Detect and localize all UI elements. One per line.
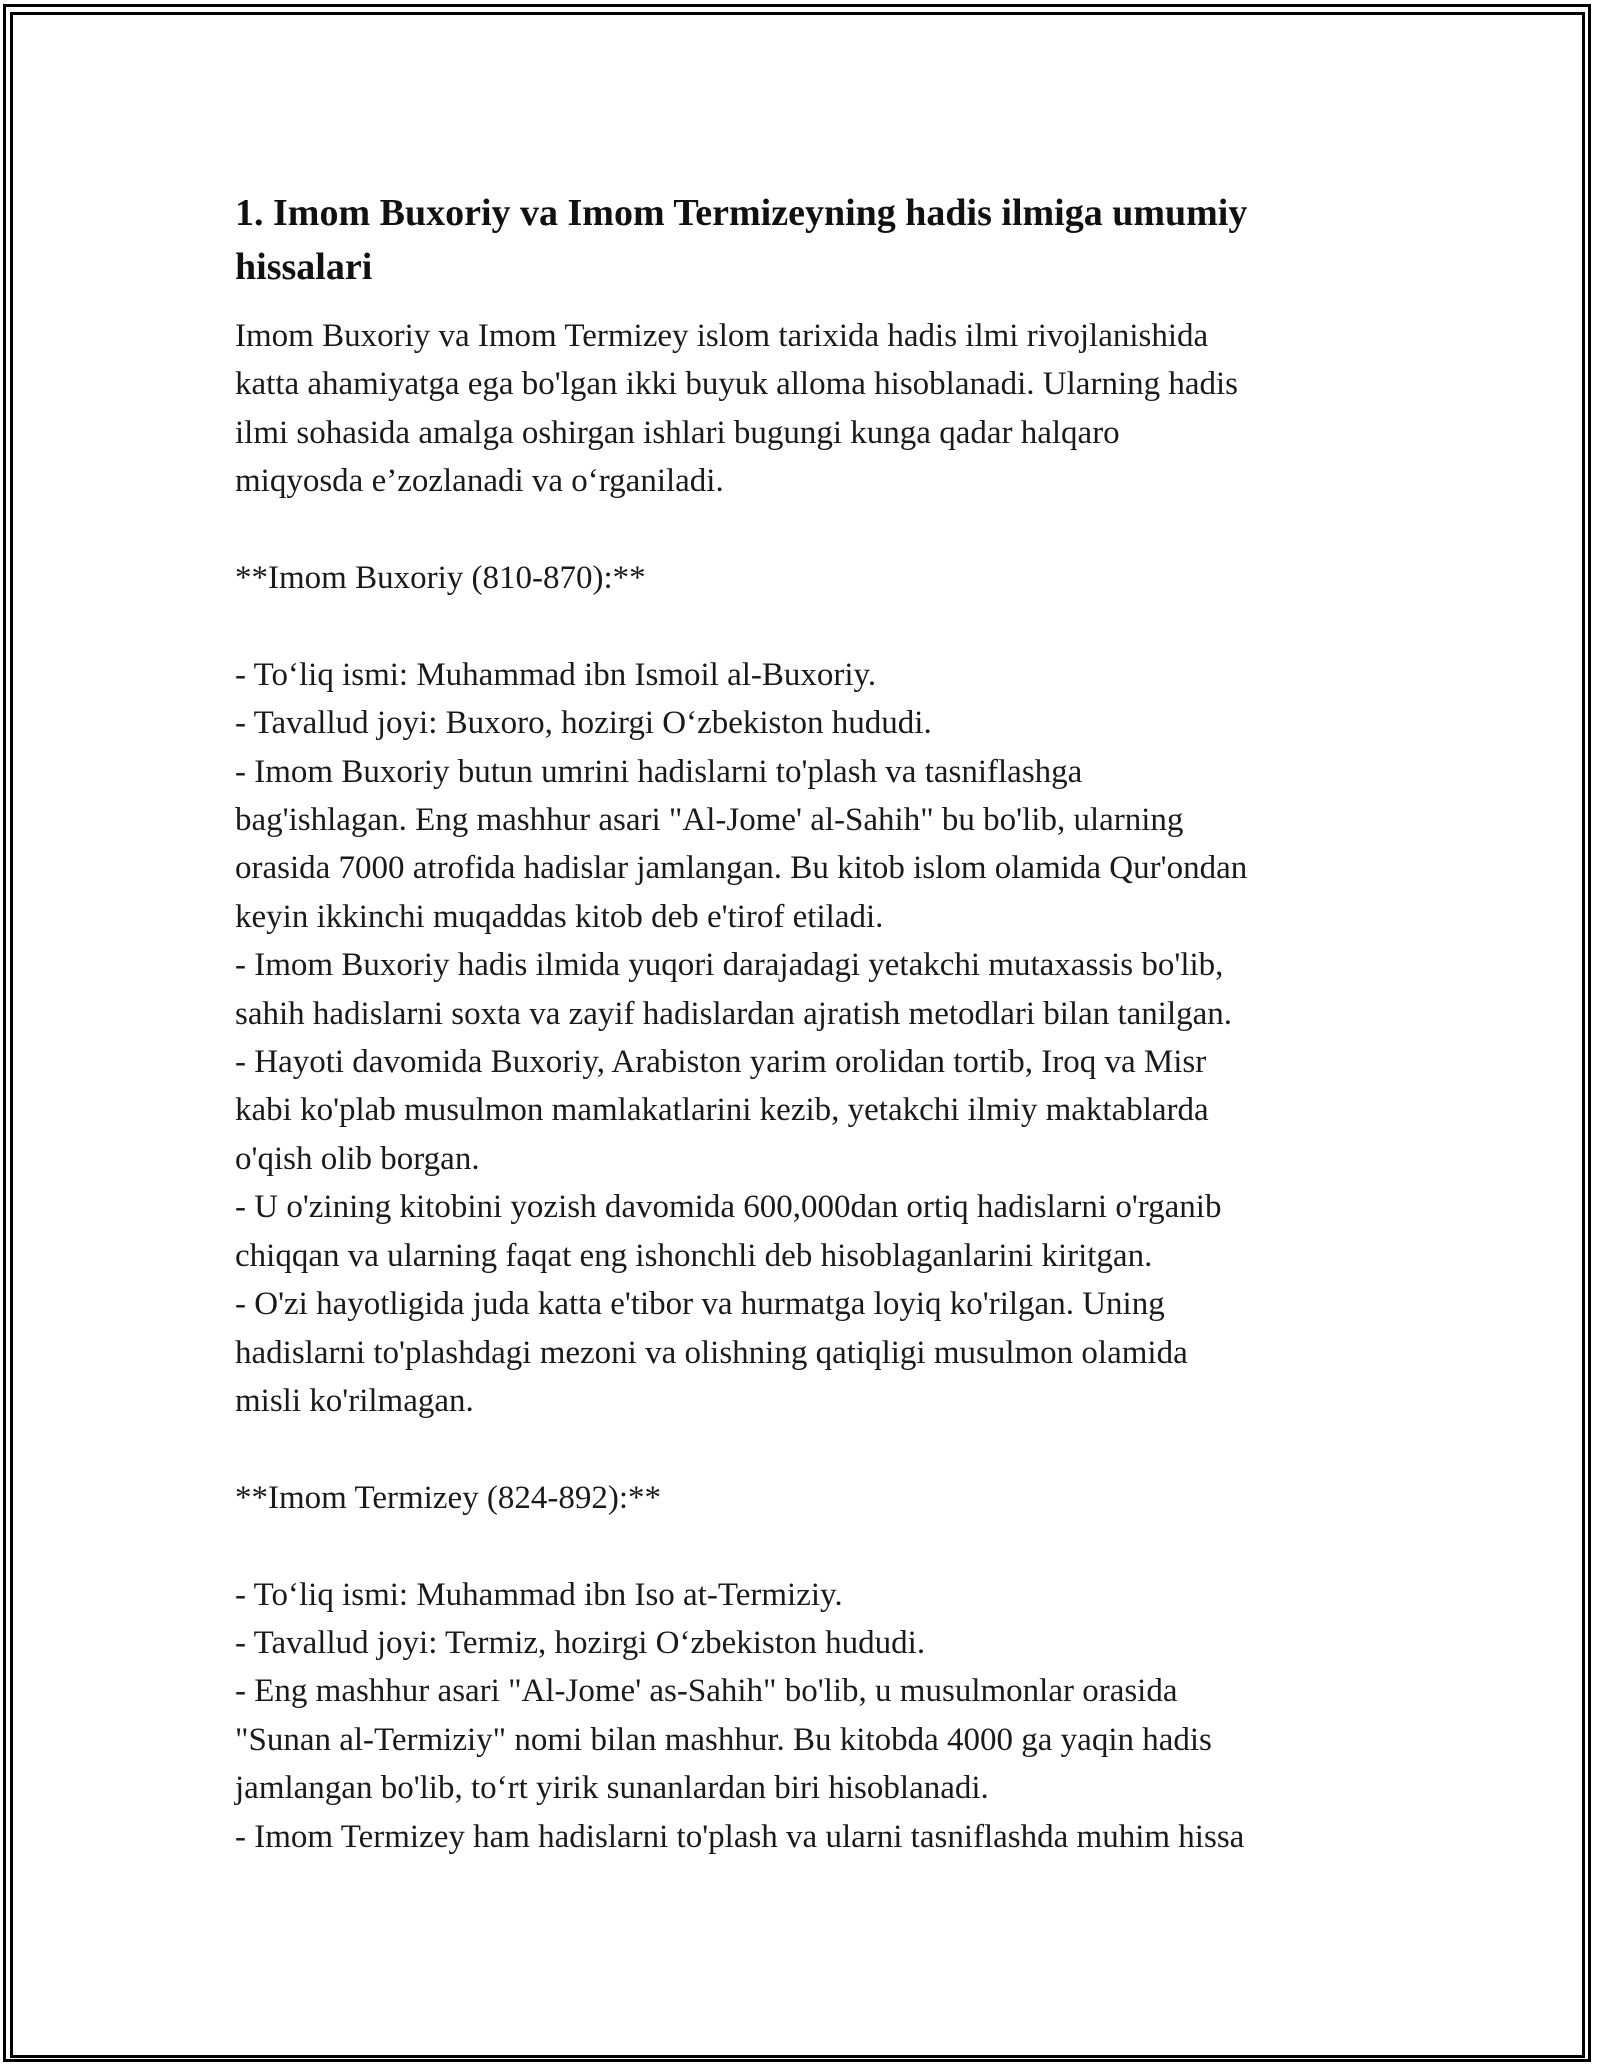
spacer xyxy=(235,1425,1375,1473)
spacer xyxy=(235,1522,1375,1570)
text-line: chiqqan va ularning faqat eng ishonchli deb hisoblaganlarini kiritgan. xyxy=(235,1237,1153,1274)
heading-line: hissalari xyxy=(235,246,373,288)
text-line: - U o'zining kitobini yozish davomida 600,000dan ortiq hadislarni o'rganib xyxy=(235,1189,1222,1226)
text-line: miqyosda e’zozlanadi va o‘rganiladi. xyxy=(235,463,724,500)
buxoriy-section xyxy=(235,506,1375,1426)
text-line: "Sunan al-Termiziy" nomi bilan mashhur. Bu kitobda 4000 ga yaqin hadis xyxy=(235,1721,1212,1758)
text-line: - Tavallud joyi: Buxoro, hozirgi O‘zbekiston hududi. xyxy=(235,705,932,742)
text-line: - Imom Buxoriy hadis ilmida yuqori darajadagi yetakchi mutaxassis bo'lib, xyxy=(235,947,1224,984)
text-line: - Tavallud joyi: Termiz, hozirgi O‘zbekiston hududi. xyxy=(235,1624,926,1661)
heading-line: 1. Imom Buxoriy va Imom Termizeyning hadis ilmiga umumiy xyxy=(235,192,1248,234)
text-line: kabi ko'plab musulmon mamlakatlarini kezib, yetakchi ilmiy maktablarda xyxy=(235,1092,1209,1129)
intro-paragraph xyxy=(235,312,1375,506)
spacer xyxy=(235,506,1375,554)
text-line: - Hayoti davomida Buxoriy, Arabiston yarim orolidan tortib, Iroq va Misr xyxy=(235,1044,1207,1081)
text-line: hadislarni to'plashdagi mezoni va olishning qatiqligi musulmon olamida xyxy=(235,1334,1188,1371)
text-line: - Imom Buxoriy butun umrini hadislarni to'plash va tasniflashga xyxy=(235,753,1083,790)
document-body xyxy=(235,186,1375,1861)
text-line: misli ko'rilmagan. xyxy=(235,1382,474,1419)
spacer xyxy=(235,602,1375,650)
text-line: katta ahamiyatga ega bo'lgan ikki buyuk alloma hisoblanadi. Ularning hadis xyxy=(235,366,1239,403)
termizey-section xyxy=(235,1425,1375,1861)
text-line: Imom Buxoriy va Imom Termizey islom tarixida hadis ilmi rivojlanishida xyxy=(235,318,1209,354)
subsection-title: **Imom Termizey (824-892):** xyxy=(235,1479,661,1516)
text-line: - Imom Termizey ham hadislarni to'plash va ularni tasniflashda muhim hissa xyxy=(235,1818,1245,1855)
text-line: ilmi sohasida amalga oshirgan ishlari bugungi kunga qadar halqaro xyxy=(235,414,1120,451)
text-line: - Eng mashhur asari "Al-Jome' as-Sahih" bo'lib, u musulmonlar orasida xyxy=(235,1673,1178,1710)
text-line: - O'zi hayotligida juda katta e'tibor va hurmatga loyiq ko'rilgan. Uning xyxy=(235,1286,1165,1323)
text-line: - To‘liq ismi: Muhammad ibn Iso at-Termiziy. xyxy=(235,1576,843,1613)
text-line: sahih hadislarni soxta va zayif hadislardan ajratish metodlari bilan tanilgan. xyxy=(235,995,1233,1032)
text-line: bag'ishlagan. Eng mashhur asari "Al-Jome' al-Sahih" bu bo'lib, ularning xyxy=(235,802,1184,839)
text-line: keyin ikkinchi muqaddas kitob deb e'tirof etiladi. xyxy=(235,898,884,935)
text-line: o'qish olib borgan. xyxy=(235,1140,480,1177)
text-line: orasida 7000 atrofida hadislar jamlangan. Bu kitob islom olamida Qur'ondan xyxy=(235,850,1248,887)
text-line: - To‘liq ismi: Muhammad ibn Ismoil al-Buxoriy. xyxy=(235,656,877,693)
section-heading xyxy=(235,186,1375,294)
subsection-title: **Imom Buxoriy (810-870):** xyxy=(235,560,646,597)
text-line: jamlangan bo'lib, to‘rt yirik sunanlardan biri hisoblanadi. xyxy=(235,1770,989,1807)
